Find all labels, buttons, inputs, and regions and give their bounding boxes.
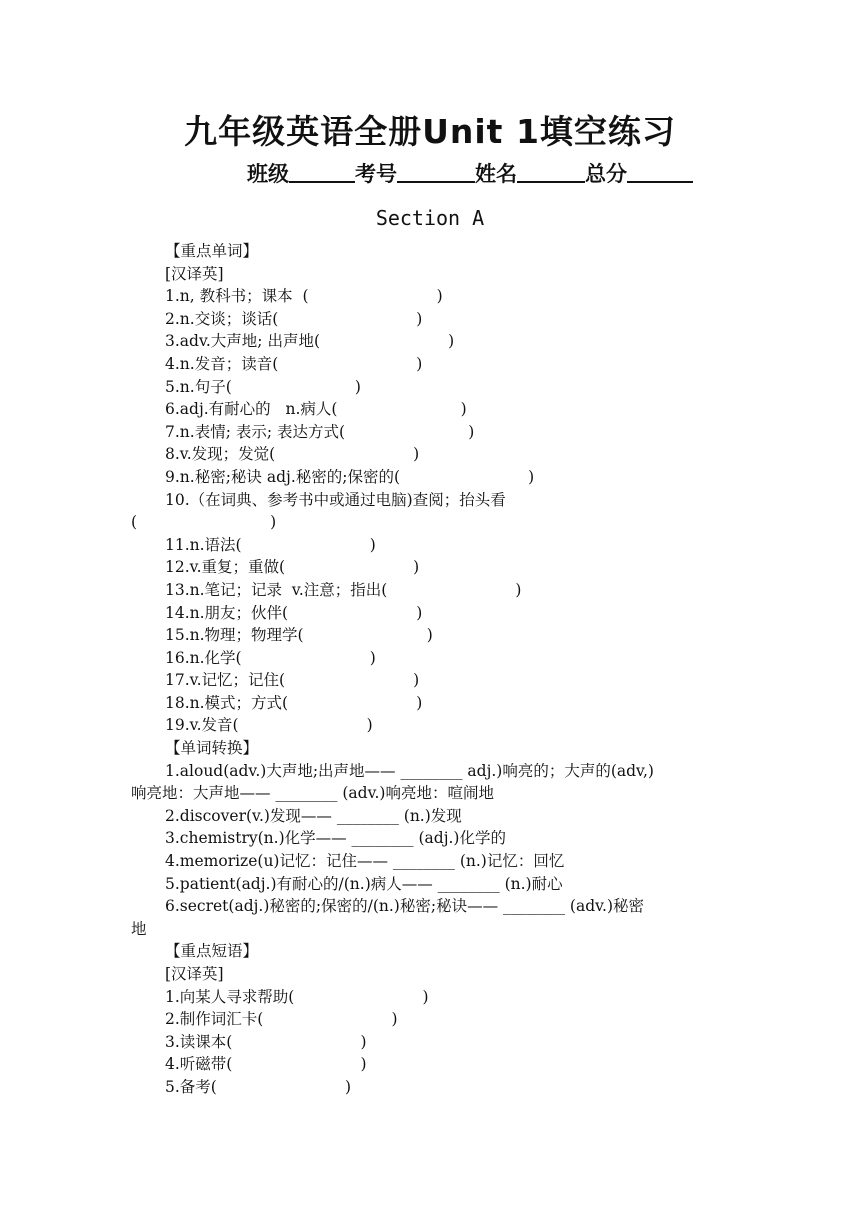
exercise-line: 15.n.物理；物理学( ) (165, 626, 433, 645)
heading-word-conversion: 【单词转换】 (165, 739, 259, 758)
exercise-line: 3.adv.大声地; 出声地( ) (165, 332, 455, 351)
student-info-line (247, 158, 693, 188)
exercise-line: 1.向某人寻求帮助( ) (165, 987, 429, 1006)
exercise-line: 17.v.记忆；记住( ) (165, 671, 420, 690)
exercise-line: 2.discover(v.)发现—— ________ (n.)发现 (165, 806, 462, 825)
exercise-content (131, 240, 731, 1099)
exercise-line: 4.听磁带( ) (165, 1055, 367, 1074)
exercise-line-wrap: 响亮地：大声地—— ________ (adv.)响亮地：喧闹地 (131, 784, 494, 803)
exercise-line: 14.n.朋友；伙伴( ) (165, 603, 423, 622)
heading-key-words: 【重点单词】 (165, 242, 259, 260)
exercise-line: 13.n.笔记；记录 v.注意；指出( ) (165, 580, 522, 599)
exercise-line: 8.v.发现；发觉( ) (165, 445, 420, 464)
exercise-line: 1.n, 教科书；课本 ( ) (165, 287, 443, 306)
exercise-line: 6.adj.有耐心的 n.病人( ) (165, 400, 467, 419)
page-title: 九年级英语全册Unit 1填空练习 (184, 112, 676, 151)
exercise-line: 9.n.秘密;秘诀 adj.秘密的;保密的( ) (165, 467, 535, 486)
exercise-line: 5.patient(adj.)有耐心的/(n.)病人—— ________ (n.)耐心 (165, 874, 563, 893)
class-label: 班级 (247, 162, 289, 186)
heading-key-phrases: 【重点短语】 (165, 942, 259, 961)
exercise-line: 5.n.句子( ) (165, 377, 361, 396)
exercise-line: 7.n.表情; 表示; 表达方式( ) (165, 422, 475, 441)
exercise-line: 19.v.发音( ) (165, 716, 373, 735)
exercise-line: 10.（在词典、参考书中或通过电脑)查阅；抬头看 (165, 490, 506, 509)
exam-no-label: 考号 (355, 162, 397, 186)
exercise-line: 4.n.发音；读音( ) (165, 354, 423, 373)
name-label: 姓名 (475, 162, 517, 186)
exercise-line: 5.备考( ) (165, 1077, 351, 1096)
exercise-line: 3.读课本( ) (165, 1032, 367, 1051)
section-title: Section A (375, 206, 485, 230)
exercise-line: 12.v.重复；重做( ) (165, 558, 420, 577)
exercise-line: 16.n.化学( ) (165, 648, 376, 667)
exercise-line-wrap: ( ) (131, 513, 277, 532)
exam-no-blank[interactable] (397, 159, 475, 183)
exercise-line: 11.n.语法( ) (165, 535, 376, 554)
exercise-line: 4.memorize(u)记忆：记住—— ________ (n.)记忆：回忆 (165, 852, 565, 871)
exercise-line-wrap: 地 (131, 919, 147, 938)
exercise-line: 1.aloud(adv.)大声地;出声地—— ________ adj.)响亮的；大声的(adv,) (165, 761, 654, 780)
class-blank[interactable] (289, 159, 355, 183)
subheading-c2e: [汉译英] (165, 264, 224, 283)
exercise-line: 2.制作词汇卡( ) (165, 1010, 398, 1029)
exercise-line: 2.n.交谈；谈话( ) (165, 309, 423, 328)
subheading-c2e: [汉译英] (165, 965, 224, 983)
name-blank[interactable] (517, 159, 585, 183)
score-blank[interactable] (627, 159, 693, 183)
exercise-line: 3.chemistry(n.)化学—— ________ (adj.)化学的 (165, 829, 506, 848)
exercise-line: 6.secret(adj.)秘密的;保密的/(n.)秘密;秘诀—— ________ (adv.)秘密 (165, 897, 645, 916)
exercise-line: 18.n.模式；方式( ) (165, 693, 423, 712)
score-label: 总分 (585, 162, 627, 186)
